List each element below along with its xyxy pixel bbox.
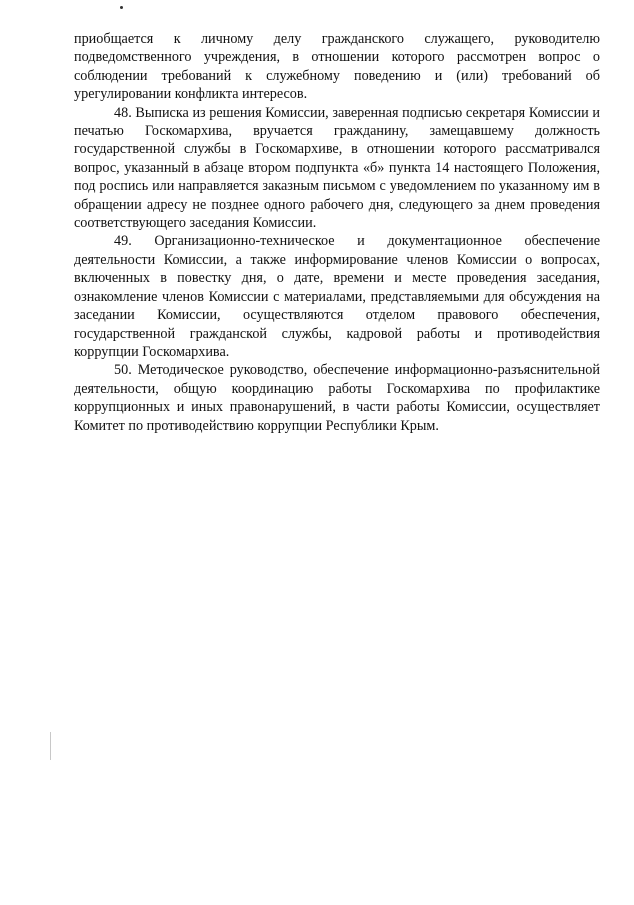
paragraph-47-continuation: приобщается к личному делу гражданского служащего, руководителю подведомственного учреждения, в отношении которого рассмотрен вопрос о соблюдении требований к служебному поведению и (или) требований об урегулировании конфликта интересов. [74, 31, 600, 103]
paragraph-49: 49. Организационно-техническое и документационное обеспечение деятельности Комиссии, а также информирование членов Комиссии о вопросах, включенных в повестку дня, о дате, времени и месте проведения заседания, ознакомление членов Комиссии с материалами, представляемыми для обсуждения на заседании Комиссии, осуществляются отделом правового обеспечения, государственной гражданской службы, кадровой работы и противодействия коррупции Госкомархива. [74, 233, 600, 360]
paragraph-50: 50. Методическое руководство, обеспечение информационно-разъяснительной деятельности, общую координацию работы Госкомархива по профилактике коррупционных и иных правонарушений, в части работы Комиссии, осуществляет Комитет по противодействию коррупции Республики Крым. [74, 362, 600, 434]
scan-margin-mark [50, 732, 51, 760]
scan-speck [120, 6, 123, 9]
document-body [74, 30, 600, 435]
paragraph-48: 48. Выписка из решения Комиссии, заверенная подписью секретаря Комиссии и печатью Госкомархива, вручается гражданину, замещавшему должность государственной службы в Госкомархиве, в отношении которого рассматривался вопрос, указанный в абзаце втором подпункта «б» пункта 14 настоящего Положения, под роспись или направляется заказным письмом с уведомлением по указанному им в обращении адресу не позднее одного рабочего дня, следующего за днем проведения соответствующего заседания Комиссии. [74, 104, 600, 232]
